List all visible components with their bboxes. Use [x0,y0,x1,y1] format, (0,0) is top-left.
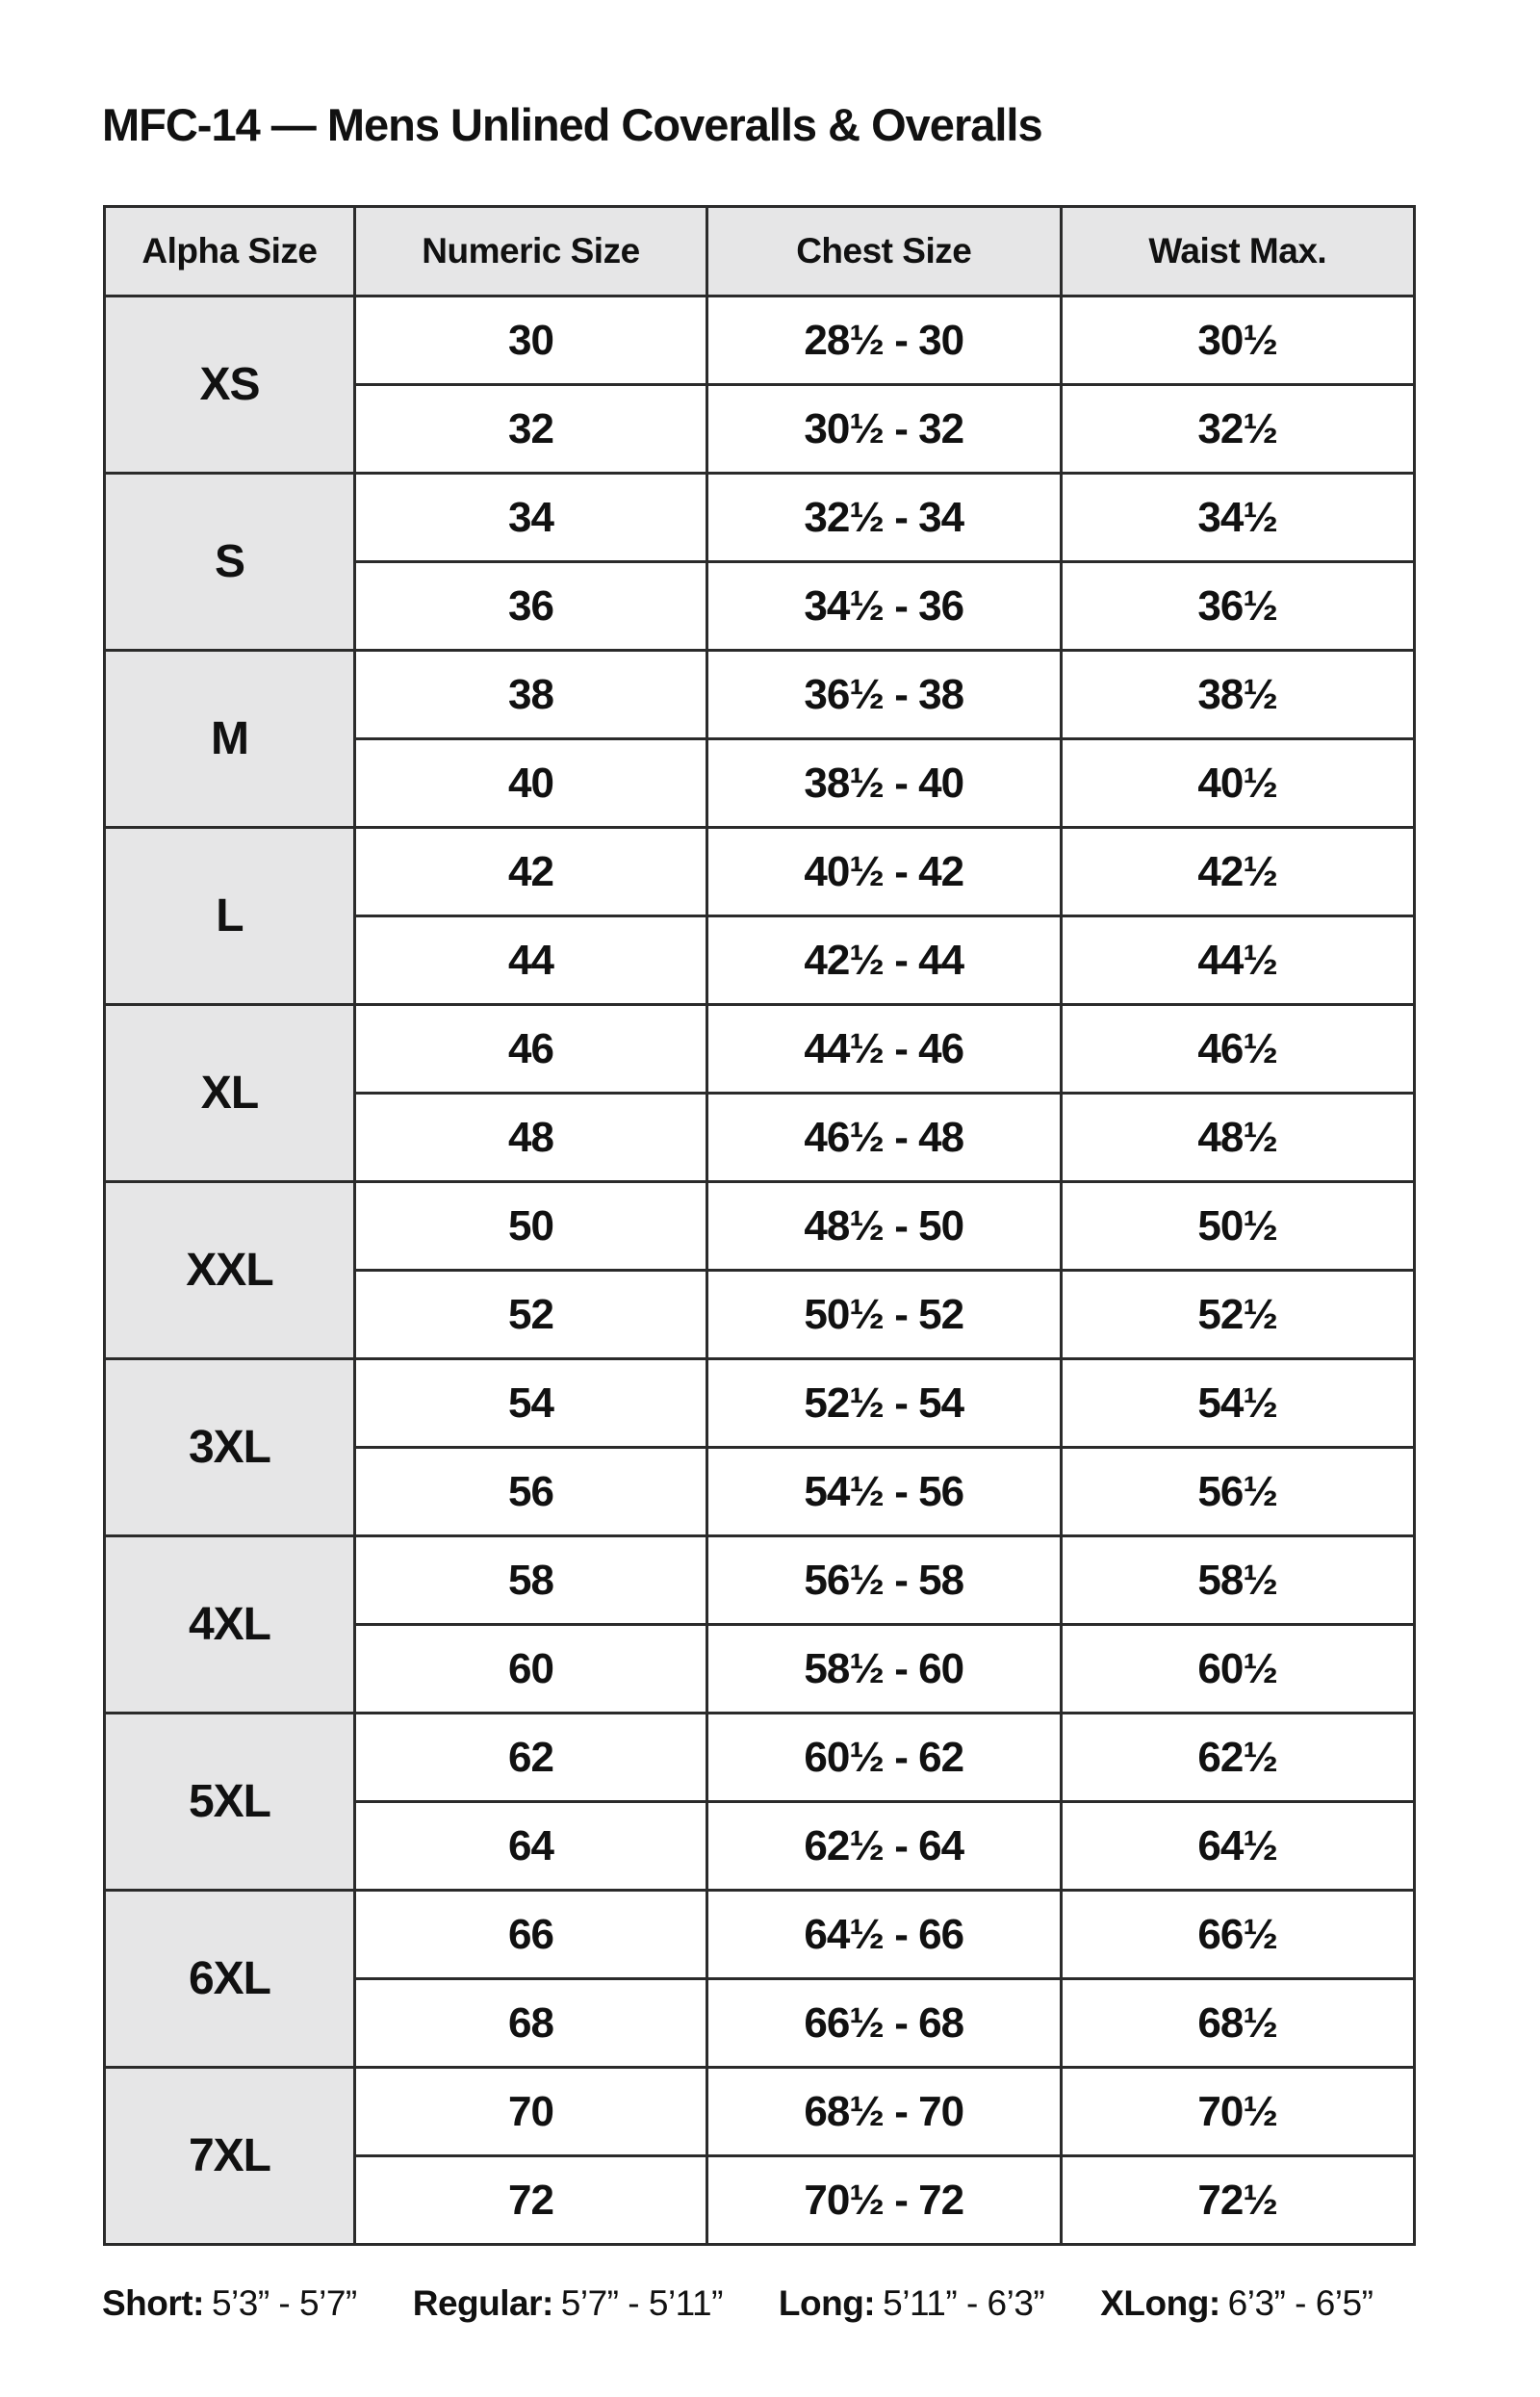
numeric-size-cell: 34 [354,474,706,562]
alpha-size-cell: L [105,828,355,1005]
waist-max-cell: 34½ [1061,474,1415,562]
waist-max-cell: 60½ [1061,1625,1415,1714]
waist-max-cell: 48½ [1061,1094,1415,1182]
alpha-size-cell: 3XL [105,1359,355,1536]
size-chart-table [103,205,1416,2246]
waist-max-cell: 64½ [1061,1802,1415,1891]
numeric-size-cell: 52 [354,1271,706,1359]
legend-label: Short: [102,2283,204,2323]
alpha-size-cell: S [105,474,355,651]
numeric-size-cell: 48 [354,1094,706,1182]
legend-value: 6’3” - 6’5” [1227,2283,1373,2323]
numeric-size-cell: 64 [354,1802,706,1891]
waist-max-cell: 42½ [1061,828,1415,916]
numeric-size-cell: 70 [354,2068,706,2156]
numeric-size-cell: 54 [354,1359,706,1448]
height-legend [102,2283,1373,2324]
table-row [105,1891,1415,1979]
numeric-size-cell: 56 [354,1448,706,1536]
chest-size-cell: 42½ - 44 [707,916,1061,1005]
numeric-size-cell: 38 [354,651,706,739]
waist-max-cell: 38½ [1061,651,1415,739]
chest-size-cell: 44½ - 46 [707,1005,1061,1094]
numeric-size-cell: 68 [354,1979,706,2068]
waist-max-cell: 46½ [1061,1005,1415,1094]
waist-max-cell: 36½ [1061,562,1415,651]
chest-size-cell: 32½ - 34 [707,474,1061,562]
legend-value: 5’11” - 6’3” [883,2283,1045,2323]
table-header [105,207,1415,296]
waist-max-cell: 68½ [1061,1979,1415,2068]
alpha-size-cell: XXL [105,1182,355,1359]
chest-size-cell: 56½ - 58 [707,1536,1061,1625]
alpha-size-cell: XL [105,1005,355,1182]
chest-size-cell: 34½ - 36 [707,562,1061,651]
chest-size-cell: 50½ - 52 [707,1271,1061,1359]
legend-item-xlong [1100,2283,1373,2324]
alpha-size-cell: 4XL [105,1536,355,1714]
table-row [105,296,1415,385]
table-row [105,2068,1415,2156]
waist-max-cell: 72½ [1061,2156,1415,2245]
column-header-waist-max: Waist Max. [1061,207,1415,296]
legend-item-regular [413,2283,723,2324]
column-header-numeric-size: Numeric Size [354,207,706,296]
numeric-size-cell: 72 [354,2156,706,2245]
table-row [105,651,1415,739]
waist-max-cell: 58½ [1061,1536,1415,1625]
chest-size-cell: 58½ - 60 [707,1625,1061,1714]
chest-size-cell: 30½ - 32 [707,385,1061,474]
waist-max-cell: 70½ [1061,2068,1415,2156]
chest-size-cell: 62½ - 64 [707,1802,1061,1891]
waist-max-cell: 32½ [1061,385,1415,474]
numeric-size-cell: 58 [354,1536,706,1625]
waist-max-cell: 50½ [1061,1182,1415,1271]
numeric-size-cell: 62 [354,1714,706,1802]
waist-max-cell: 40½ [1061,739,1415,828]
table-row [105,1182,1415,1271]
waist-max-cell: 66½ [1061,1891,1415,1979]
numeric-size-cell: 60 [354,1625,706,1714]
legend-item-short [102,2283,357,2324]
numeric-size-cell: 36 [354,562,706,651]
waist-max-cell: 52½ [1061,1271,1415,1359]
numeric-size-cell: 30 [354,296,706,385]
column-header-chest-size: Chest Size [707,207,1061,296]
chest-size-cell: 70½ - 72 [707,2156,1061,2245]
chest-size-cell: 52½ - 54 [707,1359,1061,1448]
alpha-size-cell: M [105,651,355,828]
table-row [105,474,1415,562]
table-row [105,1005,1415,1094]
chest-size-cell: 48½ - 50 [707,1182,1061,1271]
table-row [105,1359,1415,1448]
legend-label: Regular: [412,2283,553,2323]
header-row [105,207,1415,296]
numeric-size-cell: 66 [354,1891,706,1979]
chest-size-cell: 64½ - 66 [707,1891,1061,1979]
legend-value: 5’7” - 5’11” [560,2283,723,2323]
numeric-size-cell: 40 [354,739,706,828]
legend-label: XLong: [1100,2283,1220,2323]
legend-value: 5’3” - 5’7” [211,2283,357,2323]
chest-size-cell: 38½ - 40 [707,739,1061,828]
chest-size-cell: 54½ - 56 [707,1448,1061,1536]
chest-size-cell: 60½ - 62 [707,1714,1061,1802]
size-chart-body [105,296,1415,2245]
column-header-alpha-size: Alpha Size [105,207,355,296]
legend-label: Long: [778,2283,876,2323]
alpha-size-cell: 6XL [105,1891,355,2068]
chest-size-cell: 68½ - 70 [707,2068,1061,2156]
alpha-size-cell: XS [105,296,355,474]
table-row [105,1714,1415,1802]
table-row [105,1536,1415,1625]
numeric-size-cell: 42 [354,828,706,916]
numeric-size-cell: 50 [354,1182,706,1271]
alpha-size-cell: 7XL [105,2068,355,2245]
numeric-size-cell: 32 [354,385,706,474]
waist-max-cell: 62½ [1061,1714,1415,1802]
waist-max-cell: 44½ [1061,916,1415,1005]
chest-size-cell: 66½ - 68 [707,1979,1061,2068]
page-title: MFC-14 — Mens Unlined Coveralls & Overalls [102,99,1042,150]
numeric-size-cell: 44 [354,916,706,1005]
waist-max-cell: 30½ [1061,296,1415,385]
legend-item-long [779,2283,1044,2324]
numeric-size-cell: 46 [354,1005,706,1094]
chest-size-cell: 28½ - 30 [707,296,1061,385]
chest-size-cell: 46½ - 48 [707,1094,1061,1182]
chest-size-cell: 36½ - 38 [707,651,1061,739]
waist-max-cell: 54½ [1061,1359,1415,1448]
alpha-size-cell: 5XL [105,1714,355,1891]
table-row [105,828,1415,916]
waist-max-cell: 56½ [1061,1448,1415,1536]
chest-size-cell: 40½ - 42 [707,828,1061,916]
